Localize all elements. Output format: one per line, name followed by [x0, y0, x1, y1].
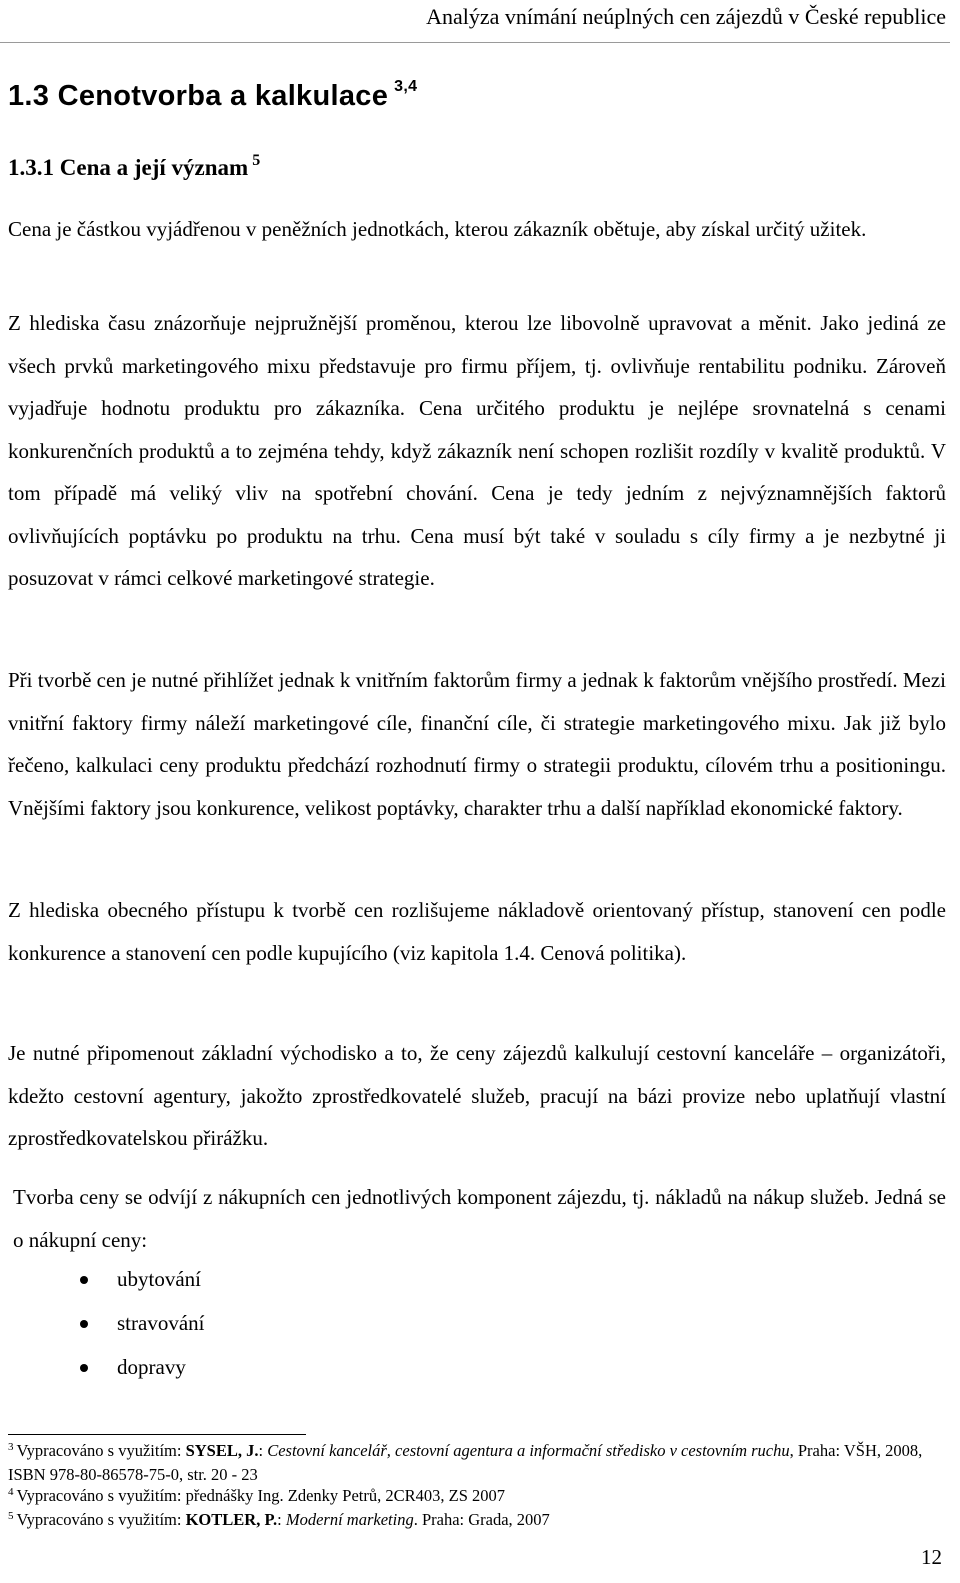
footnote-3: [8, 1440, 948, 1485]
footnote-prefix: Vypracováno s využitím:: [16, 1510, 186, 1529]
footnote-title: Moderní marketing: [285, 1510, 414, 1529]
list-item-label: ubytování: [117, 1267, 201, 1291]
footnote-4: [8, 1485, 948, 1509]
paragraph-purchase-prices: Tvorba ceny se odvíjí z nákupních cen jednotlivých komponent zájezdu, tj. nákladů na nákup služeb. Jedná se o nákupní ceny:: [13, 1185, 946, 1252]
paragraph-agencies: Je nutné připomenout základní východisko a to, že ceny zájezdů kalkulují cestovní kanceláře – organizátoři, kdežto cestovní agentury, jakožto zprostředkovatelé služeb, pracují na bázi provize nebo uplatňují vlastní zprostředkovatelskou přirážku.: [8, 1041, 946, 1150]
footnote-separator-text: :: [277, 1510, 286, 1529]
footnote-details: . Praha: Grada, 2007: [413, 1510, 550, 1529]
bullet-icon: [80, 1276, 88, 1284]
footnote-author: KOTLER, P.: [185, 1510, 278, 1529]
paragraph-price-role: Z hlediska času znázorňuje nejpružnější proměnou, kterou lze libovolně upravovat a měnit. Jako jediná ze všech prvků marketingového mixu představuje pro firmu příjem, tj. ovlivňuje rentabilitu podniku. Zároveň vyjadřuje hodnotu produktu pro zákazníka. Cena určitého produktu je nejlépe srovnatelná s cenami konkurenčních produktů a to zejména tehdy, když zákazník není schopen rozlišit rozdíly v kvalitě produktů. V tom případě má veliký vliv na spotřební chování. Cena je tedy jedním z nejvýznamnějších faktorů ovlivňujících poptávku po produktu na trhu. Cena musí být také v souladu s cíly firmy a je nezbytné ji posuzovat v rámci celkové marketingové strategie.: [8, 311, 946, 590]
footnote-5: [8, 1509, 948, 1533]
footnote-number: 5: [8, 1510, 14, 1522]
section-heading: [8, 80, 417, 113]
footnote-separator: [8, 1434, 306, 1435]
footnote-details: , Praha: VŠH, 2008, ISBN 978-80-86578-75-0, str. 20 - 23: [8, 1441, 923, 1484]
footnote-author: SYSEL, J.: [185, 1441, 259, 1460]
section-footnote-ref: 3,4: [394, 78, 418, 95]
footnote-number: 3: [8, 1441, 14, 1453]
paragraph-price-factors: Při tvorbě cen je nutné přihlížet jednak k vnitřním faktorům firmy a jednak k faktorům vnějšího prostředí. Mezi vnitřní faktory firmy náleží marketingové cíle, finanční cíle, či strategie marketingového mixu. Jak již bylo řečeno, kalkulaci ceny produktu předchází rozhodnutí firmy o strategii produktu, cílovém trhu a positioningu. Vnějšími faktory jsou konkurence, velikost poptávky, charakter trhu a další například ekonomické faktory.: [8, 668, 946, 820]
section-title: 1.3 Cenotvorba a kalkulace: [8, 80, 389, 112]
footnote-title: Cestovní kancelář, cestovní agentura a informační středisko v cestovním ruchu: [267, 1441, 790, 1460]
paragraph-definition: Cena je částkou vyjádřenou v peněžních jednotkách, kterou zákazník obětuje, aby získal určitý užitek.: [8, 217, 867, 241]
header-title: Analýza vnímání neúplných cen zájezdů v České republice: [426, 4, 946, 29]
subsection-heading: [8, 152, 261, 181]
footnote-separator-text: :: [258, 1441, 268, 1460]
subsection-title: 1.3.1 Cena a její význam: [8, 155, 249, 180]
footnote-prefix: Vypracováno s využitím:: [16, 1441, 186, 1460]
bullet-icon: [80, 1320, 88, 1328]
list-item-label: dopravy: [117, 1355, 186, 1379]
footnotes: [8, 1440, 948, 1533]
subsection-footnote-ref: 5: [252, 152, 261, 169]
running-header: [0, 0, 950, 43]
footnote-number: 4: [8, 1486, 14, 1498]
footnote-text: Vypracováno s využitím: přednášky Ing. Zdenky Petrů, 2CR403, ZS 2007: [16, 1486, 506, 1505]
list-item-label: stravování: [117, 1311, 205, 1335]
paragraph-pricing-approach: Z hlediska obecného přístupu k tvorbě cen rozlišujeme nákladově orientovaný přístup, stanovení cen podle konkurence a stanovení cen podle kupujícího (viz kapitola 1.4. Cenová politika).: [8, 898, 946, 965]
bullet-icon: [80, 1364, 88, 1372]
page-number: 12: [921, 1545, 942, 1569]
